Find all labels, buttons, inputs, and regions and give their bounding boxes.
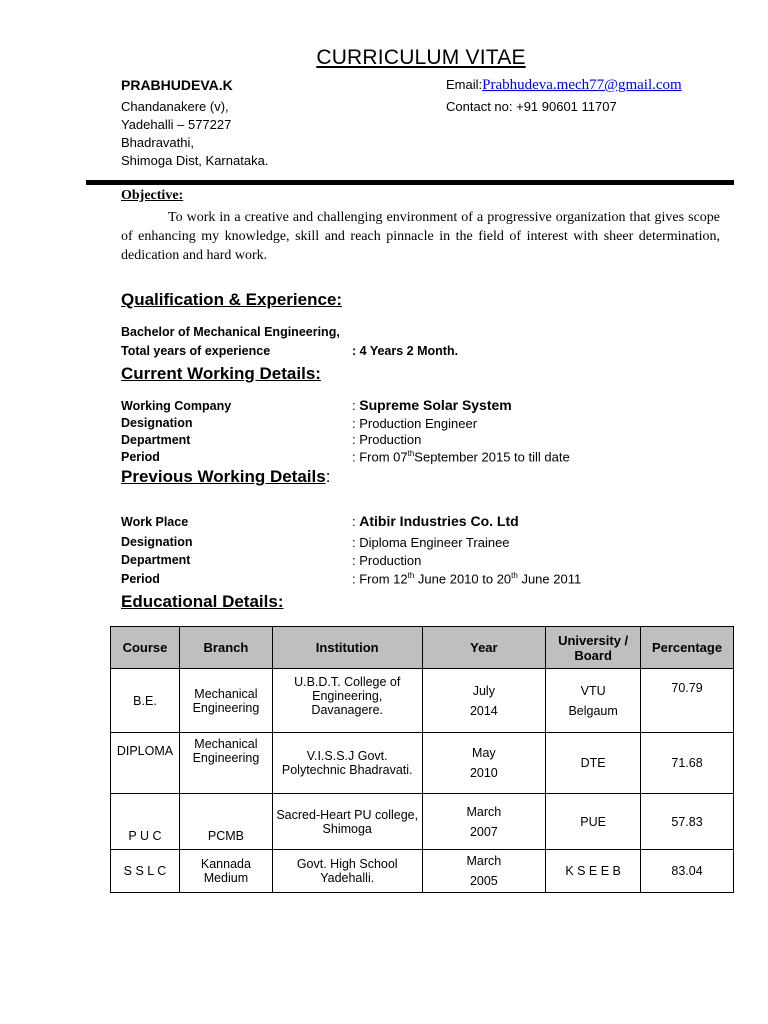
institution-cell: Sacred-Heart PU college, Shimoga (272, 794, 422, 850)
column-header: Institution (272, 627, 422, 669)
address-line: Chandanakere (v), (121, 99, 229, 114)
institution-cell: Govt. High School Yadehalli. (272, 850, 422, 893)
table-row (111, 733, 734, 794)
colon: : (325, 467, 331, 486)
previous-heading-text: Previous Working Details (121, 467, 326, 486)
document-title: CURRICULUM VITAE (316, 46, 526, 69)
department-label: Department (121, 553, 191, 567)
address-line: Yadehalli – 577227 (121, 117, 232, 132)
column-header: Year (422, 627, 546, 669)
year-value: 2005 (469, 874, 498, 888)
department-label: Department (121, 433, 191, 447)
email-label: Email: (446, 77, 483, 92)
candidate-name: PRABHUDEVA.K (121, 77, 233, 93)
education-table (110, 626, 734, 893)
university-cell: K S E E B (546, 850, 641, 893)
superscript: th (407, 571, 415, 580)
year-month: March (466, 854, 502, 868)
year-value: 2014 (469, 703, 498, 718)
department-value: : Production (352, 553, 422, 568)
percentage-cell: 70.79 (641, 669, 734, 733)
contact-number: Contact no: +91 90601 11707 (446, 99, 617, 114)
year-month: July (472, 683, 495, 698)
period-text: June 2011 (517, 571, 582, 587)
current-working-heading: Current Working Details: (121, 364, 321, 383)
work-place-value-row (352, 513, 519, 529)
period-value (352, 449, 570, 464)
year-cell (422, 794, 546, 850)
course-cell: B.E. (111, 669, 180, 733)
period-text: September 2015 to till date (414, 449, 570, 465)
column-header: University / Board (546, 627, 641, 669)
email-link[interactable]: Prabhudeva.mech77@gmail.com (482, 77, 682, 93)
university-value: VTU (580, 683, 606, 698)
institution-cell: U.B.D.T. College of Engineering, Davanagere. (272, 669, 422, 733)
work-place-value: Atibir Industries Co. Ltd (359, 513, 519, 529)
header-divider (86, 180, 734, 185)
period-label: Period (121, 572, 160, 586)
period-text: : From 07 (352, 449, 408, 465)
year-value: 2010 (469, 766, 498, 780)
superscript: th (511, 571, 518, 580)
course-cell: P U C (111, 794, 180, 850)
objective-heading: Objective: (121, 188, 184, 203)
qualification-heading: Qualification & Experience: (121, 290, 343, 309)
percentage-cell: 57.83 (641, 794, 734, 850)
designation-value: : Production Engineer (352, 416, 478, 431)
department-value: : Production (352, 432, 422, 447)
colon: : (352, 398, 360, 413)
university-cell: PUE (546, 794, 641, 850)
course-cell: DIPLOMA (111, 733, 180, 794)
designation-label: Designation (121, 416, 193, 430)
address-line: Shimoga Dist, Karnataka. (121, 153, 269, 168)
year-cell (422, 669, 546, 733)
superscript: th (407, 449, 415, 458)
percentage-cell: 71.68 (641, 733, 734, 794)
column-header: Percentage (641, 627, 734, 669)
year-month: May (472, 746, 496, 760)
work-place-label: Work Place (121, 515, 189, 529)
experience-value: : 4 Years 2 Month. (352, 344, 459, 358)
table-row (111, 669, 734, 733)
year-cell (422, 850, 546, 893)
educational-heading: Educational Details: (121, 592, 284, 611)
company-value-row (352, 397, 512, 413)
university-cell (546, 669, 641, 733)
university-location: Belgaum (568, 703, 618, 718)
year-value: 2007 (469, 824, 498, 839)
period-text: June 2010 to 20 (414, 571, 512, 587)
column-header: Course (111, 627, 180, 669)
designation-value: : Diploma Engineer Trainee (352, 535, 510, 550)
institution-cell: V.I.S.S.J Govt. Polytechnic Bhadravati. (272, 733, 422, 794)
period-text: : From 12 (352, 571, 408, 587)
course-cell: S S L C (111, 850, 180, 893)
previous-working-heading (121, 467, 330, 487)
period-value (352, 571, 581, 586)
branch-cell: Kannada Medium (179, 850, 272, 893)
branch-cell: Mechanical Engineering (179, 669, 272, 733)
period-label: Period (121, 450, 160, 464)
university-cell: DTE (546, 733, 641, 794)
table-row (111, 794, 734, 850)
table-row (111, 850, 734, 893)
degree: Bachelor of Mechanical Engineering, (121, 325, 340, 339)
company-value: Supreme Solar System (359, 397, 512, 413)
percentage-cell: 83.04 (641, 850, 734, 893)
company-label: Working Company (121, 399, 232, 413)
year-month: March (466, 804, 502, 819)
branch-cell: PCMB (179, 794, 272, 850)
colon: : (352, 514, 360, 529)
branch-cell: Mechanical Engineering (179, 733, 272, 794)
address-line: Bhadravathi, (121, 135, 194, 150)
table-header-row (111, 627, 734, 669)
column-header: Branch (179, 627, 272, 669)
year-cell (422, 733, 546, 794)
designation-label: Designation (121, 535, 193, 549)
objective-text: To work in a creative and challenging environment of a progressive organization that gives scope of enhancing my knowledge, skill and reach pinnacle in the field of interest with sheer determination, dedication and hard work. (121, 210, 720, 263)
experience-label: Total years of experience (121, 344, 271, 358)
email-row (446, 77, 682, 94)
